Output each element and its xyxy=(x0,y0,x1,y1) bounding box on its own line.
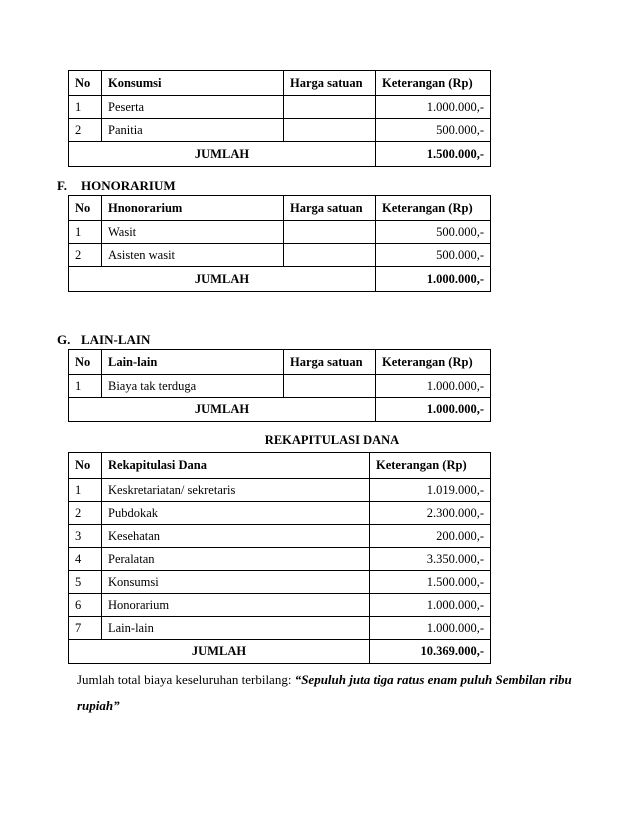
table-row xyxy=(69,221,491,244)
header-harga: Harga satuan xyxy=(284,196,376,221)
header-harga: Harga satuan xyxy=(284,71,376,96)
row-keterangan: 1.019.000,- xyxy=(370,479,491,502)
section-title: HONORARIUM xyxy=(81,178,176,193)
rekap-title: REKAPITULASI DANA xyxy=(264,433,400,447)
header-keterangan: Keterangan (Rp) xyxy=(376,196,491,221)
header-item: Rekapitulasi Dana xyxy=(102,453,370,479)
row-harga xyxy=(284,119,376,142)
row-no: 3 xyxy=(69,525,102,548)
total-value: 1.000.000,- xyxy=(376,267,491,292)
row-item: Konsumsi xyxy=(102,571,370,594)
total-label: JUMLAH xyxy=(69,398,376,422)
header-keterangan: Keterangan (Rp) xyxy=(376,71,491,96)
row-keterangan: 500.000,- xyxy=(376,119,491,142)
table-row xyxy=(69,479,491,502)
summary-paragraph xyxy=(77,667,572,719)
row-no: 2 xyxy=(69,502,102,525)
row-item: Keskretariatan/ sekretaris xyxy=(102,479,370,502)
row-harga xyxy=(284,221,376,244)
total-value: 10.369.000,- xyxy=(370,640,491,664)
table-row xyxy=(69,548,491,571)
table-row xyxy=(69,244,491,267)
row-item: Peralatan xyxy=(102,548,370,571)
row-no: 1 xyxy=(69,375,102,398)
row-item: Biaya tak terduga xyxy=(102,375,284,398)
row-keterangan: 1.500.000,- xyxy=(370,571,491,594)
table-row xyxy=(69,96,491,119)
row-harga xyxy=(284,244,376,267)
section-title: LAIN-LAIN xyxy=(81,332,151,347)
honorarium-table xyxy=(68,195,491,292)
row-keterangan: 1.000.000,- xyxy=(376,375,491,398)
table-row xyxy=(69,571,491,594)
total-row xyxy=(69,142,491,167)
section-heading-lain-lain xyxy=(57,332,150,348)
row-no: 7 xyxy=(69,617,102,640)
total-label: JUMLAH xyxy=(69,142,376,167)
header-keterangan: Keterangan (Rp) xyxy=(370,453,491,479)
konsumsi-table xyxy=(68,70,491,167)
row-item: Pubdokak xyxy=(102,502,370,525)
summary-lead: Jumlah total biaya keseluruhan terbilang: xyxy=(77,672,295,687)
row-item: Lain-lain xyxy=(102,617,370,640)
row-keterangan: 1.000.000,- xyxy=(370,617,491,640)
row-keterangan: 500.000,- xyxy=(376,244,491,267)
row-harga xyxy=(284,375,376,398)
header-no: No xyxy=(69,196,102,221)
table-row xyxy=(69,525,491,548)
row-keterangan: 1.000.000,- xyxy=(370,594,491,617)
row-keterangan: 1.000.000,- xyxy=(376,96,491,119)
summary-amount-words: “Sepuluh juta tiga ratus enam puluh Sembilan ribu rupiah” xyxy=(77,672,572,713)
table-row xyxy=(69,375,491,398)
row-keterangan: 3.350.000,- xyxy=(370,548,491,571)
header-harga: Harga satuan xyxy=(284,350,376,375)
header-no: No xyxy=(69,71,102,96)
section-heading-honorarium xyxy=(57,178,176,194)
row-no: 1 xyxy=(69,479,102,502)
row-keterangan: 200.000,- xyxy=(370,525,491,548)
row-keterangan: 2.300.000,- xyxy=(370,502,491,525)
header-keterangan: Keterangan (Rp) xyxy=(376,350,491,375)
total-label: JUMLAH xyxy=(69,267,376,292)
total-row xyxy=(69,640,491,664)
row-no: 2 xyxy=(69,119,102,142)
lain-lain-table xyxy=(68,349,491,422)
row-item: Kesehatan xyxy=(102,525,370,548)
table-row xyxy=(69,594,491,617)
row-keterangan: 500.000,- xyxy=(376,221,491,244)
header-item: Hnonorarium xyxy=(102,196,284,221)
table-row xyxy=(69,617,491,640)
table-row xyxy=(69,502,491,525)
total-label: JUMLAH xyxy=(69,640,370,664)
header-item: Lain-lain xyxy=(102,350,284,375)
header-no: No xyxy=(69,453,102,479)
row-harga xyxy=(284,96,376,119)
row-item: Honorarium xyxy=(102,594,370,617)
row-no: 6 xyxy=(69,594,102,617)
row-item: Asisten wasit xyxy=(102,244,284,267)
header-no: No xyxy=(69,350,102,375)
total-row xyxy=(69,267,491,292)
section-letter: G. xyxy=(57,332,71,347)
row-no: 1 xyxy=(69,221,102,244)
header-item: Konsumsi xyxy=(102,71,284,96)
row-no: 5 xyxy=(69,571,102,594)
table-row xyxy=(69,119,491,142)
row-item: Panitia xyxy=(102,119,284,142)
total-value: 1.500.000,- xyxy=(376,142,491,167)
row-no: 1 xyxy=(69,96,102,119)
row-item: Peserta xyxy=(102,96,284,119)
total-row xyxy=(69,398,491,422)
row-no: 4 xyxy=(69,548,102,571)
rekap-table xyxy=(68,452,491,664)
section-letter: F. xyxy=(57,178,67,193)
row-item: Wasit xyxy=(102,221,284,244)
row-no: 2 xyxy=(69,244,102,267)
total-value: 1.000.000,- xyxy=(376,398,491,422)
